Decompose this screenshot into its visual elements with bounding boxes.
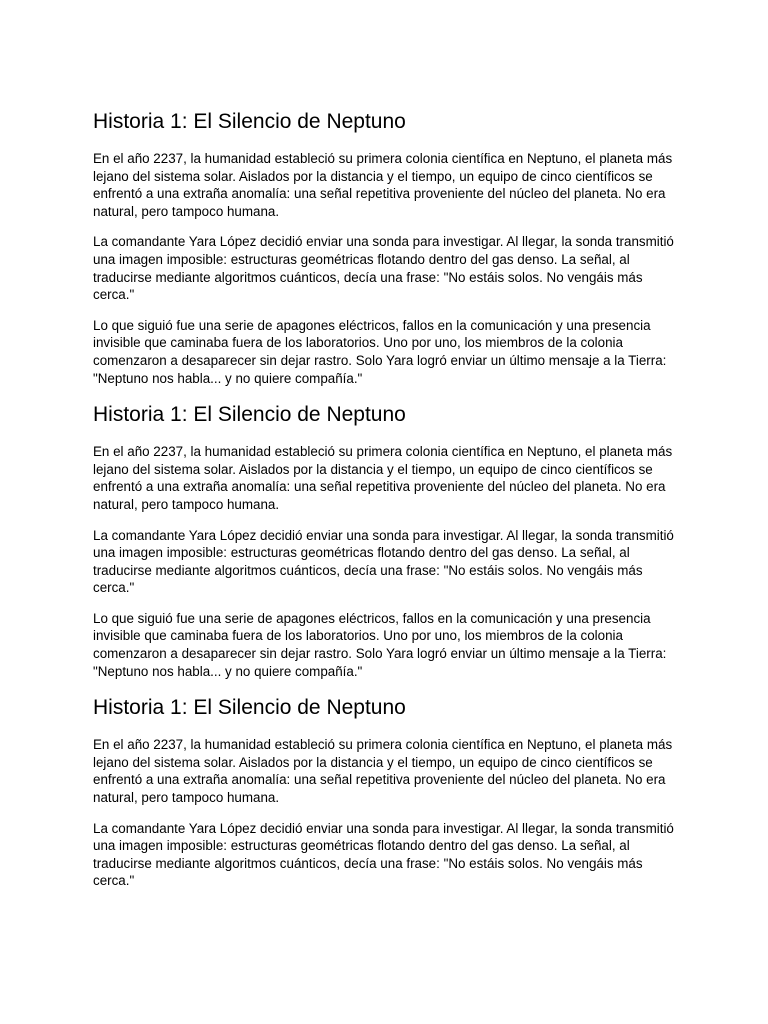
story-paragraph: En el año 2237, la humanidad estableció su primera colonia científica en Neptuno, el planeta más lejano del sistema solar. Aislados por la distancia y el tiempo, un equipo de cinco científicos se enfrentó a una extraña anomalía: una señal repetitiva proveniente del núcleo del planeta. No era natural, pero tampoco humana.	[93, 444, 673, 512]
story-paragraph: La comandante Yara López decidió enviar una sonda para investigar. Al llegar, la sonda transmitió una imagen imposible: estructuras geométricas flotando dentro del gas denso. La señal, al traducirse mediante algoritmos cuánticos, decía una frase: "No estáis solos. No vengáis más cerca."	[93, 820, 674, 889]
story-paragraph: La comandante Yara López decidió enviar una sonda para investigar. Al llegar, la sonda transmitió una imagen imposible: estructuras geométricas flotando dentro del gas denso. La señal, al traducirse mediante algoritmos cuánticos, decía una frase: "No estáis solos. No vengáis más cerca."	[93, 234, 674, 303]
story-paragraph: En el año 2237, la humanidad estableció su primera colonia científica en Neptuno, el planeta más lejano del sistema solar. Aislados por la distancia y el tiempo, un equipo de cinco científicos se enfrentó a una extraña anomalía: una señal repetitiva proveniente del núcleo del planeta. No era natural, pero tampoco humana.	[93, 737, 673, 806]
story-section	[93, 403, 683, 680]
story-paragraph: La comandante Yara López decidió enviar una sonda para investigar. Al llegar, la sonda transmitió una imagen imposible: estructuras geométricas flotando dentro del gas denso. La señal, al traducirse mediante algoritmos cuánticos, decía una frase: "No estáis solos. No vengáis más cerca."	[93, 527, 674, 596]
story-paragraph: Lo que siguió fue una serie de apagones eléctricos, fallos en la comunicación y una presencia invisible que caminaba fuera de los laboratorios. Uno por uno, los miembros de la colonia comenzaron a desaparecer sin dejar rastro. Solo Yara logró enviar un último mensaje a la Tierra: "Neptuno nos habla... y no quiere compañía."	[93, 610, 667, 679]
story-section	[93, 696, 683, 890]
story-title: Historia 1: El Silencio de Neptuno	[93, 696, 406, 720]
story-title: Historia 1: El Silencio de Neptuno	[93, 403, 406, 427]
story-title: Historia 1: El Silencio de Neptuno	[93, 110, 406, 133]
story-section	[93, 110, 683, 387]
document-page	[93, 110, 683, 903]
story-paragraph: Lo que siguió fue una serie de apagones eléctricos, fallos en la comunicación y una presencia invisible que caminaba fuera de los laboratorios. Uno por uno, los miembros de la colonia comenzaron a desaparecer sin dejar rastro. Solo Yara logró enviar un último mensaje a la Tierra: "Neptuno nos habla... y no quiere compañía."	[93, 317, 667, 386]
story-paragraph: En el año 2237, la humanidad estableció su primera colonia científica en Neptuno, el planeta más lejano del sistema solar. Aislados por la distancia y el tiempo, un equipo de cinco científicos se enfrentó a una extraña anomalía: una señal repetitiva proveniente del núcleo del planeta. No era natural, pero tampoco humana.	[93, 151, 673, 219]
